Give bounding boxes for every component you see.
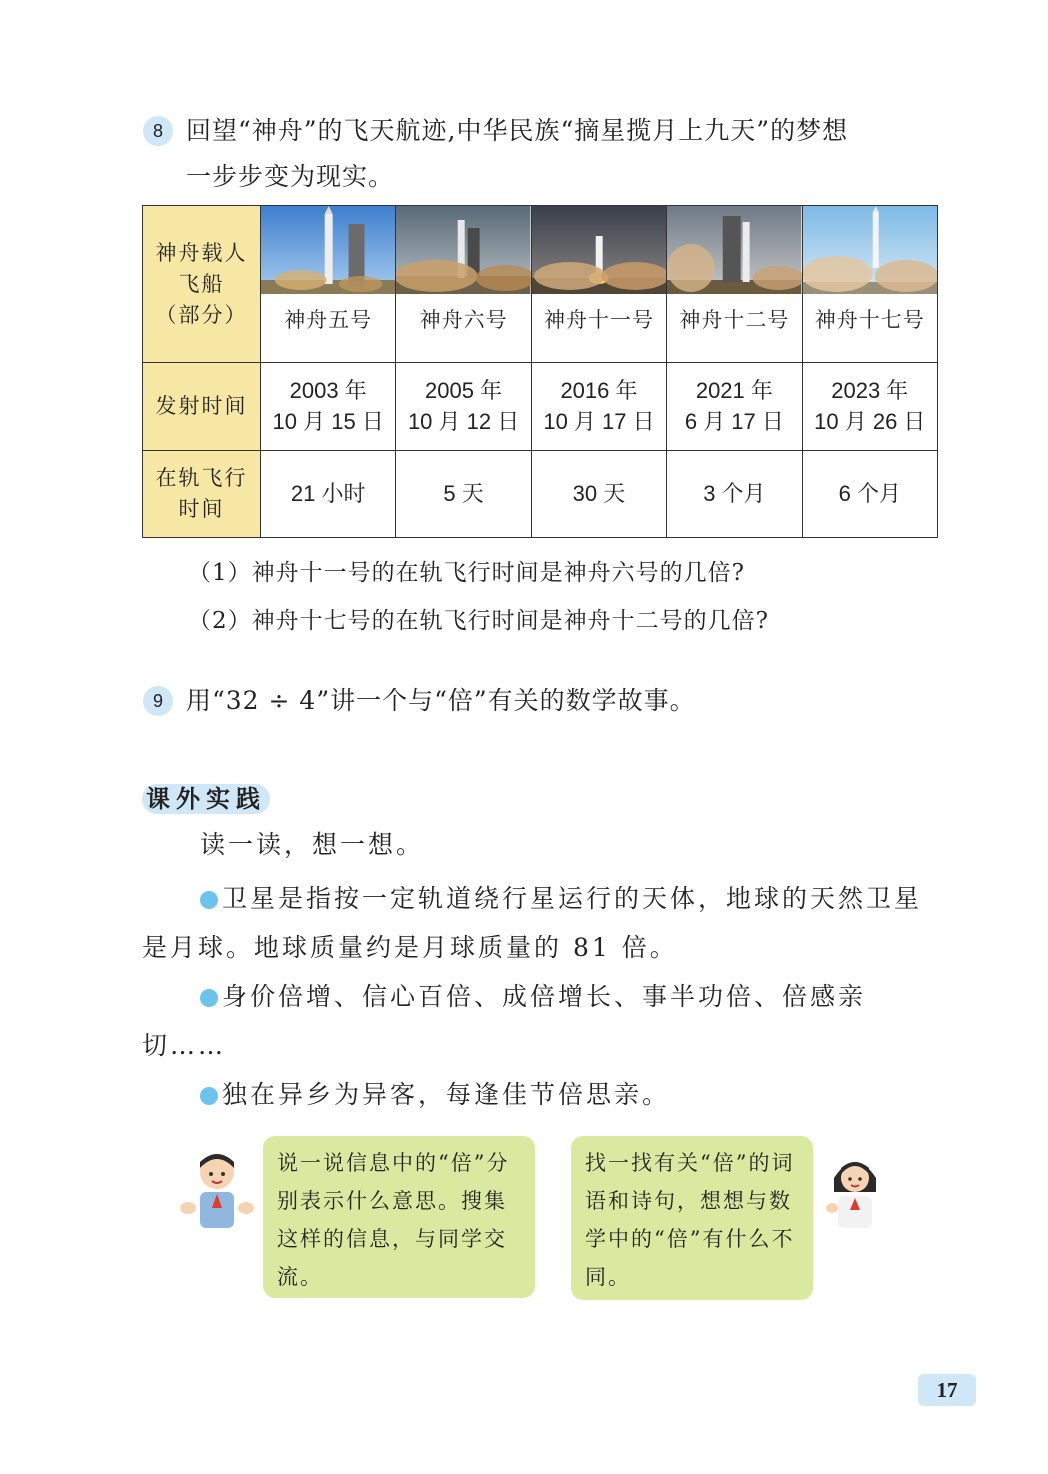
question-9-text: 用“32 ÷ 4”讲一个与“倍”有关的数学故事。 — [186, 686, 696, 715]
read-prompt: 读一读，想一想。 — [200, 830, 425, 859]
bullet-dot-icon — [200, 989, 218, 1007]
table-row-ships — [143, 206, 938, 363]
ship-name: 神舟十一号 — [543, 308, 654, 332]
speech-bubble-right: 找一找有关“倍”的词语和诗句，想想与数学中的“倍”有什么不同。 — [571, 1136, 813, 1300]
launch-date: 10 月 12 日 — [407, 409, 520, 435]
rocket-launch-photo — [803, 206, 937, 294]
table-row-launch — [143, 363, 938, 451]
duration-cell: 3 个月 — [667, 450, 802, 538]
question-8-text-line1: 回望“神舟”的飞天航迹,中华民族“摘星揽月上九天”的梦想 — [186, 116, 849, 145]
ship-name: 神舟十七号 — [814, 308, 925, 332]
ship-name: 神舟六号 — [419, 308, 508, 332]
fact-text: 独在异乡为异客，每逢佳节倍思亲。 — [222, 1080, 671, 1109]
launch-cell-2 — [531, 363, 666, 451]
ship-cell-0 — [261, 206, 396, 363]
section-title: 课外实践 — [142, 784, 270, 814]
bullet-dot-icon — [200, 891, 218, 909]
duration-cell: 30 天 — [531, 450, 666, 538]
header-launch: 发射时间 — [143, 363, 261, 451]
header-duration: 在轨飞行 时间 — [143, 450, 261, 538]
launch-year: 2023 年 — [831, 378, 909, 404]
fact-2 — [142, 972, 942, 1070]
rocket-launch-photo — [532, 206, 666, 294]
launch-date: 10 月 15 日 — [272, 409, 384, 435]
bullet-dot-icon — [200, 1087, 218, 1105]
duration-cell: 21 小时 — [261, 450, 396, 538]
girl-illustration — [826, 1152, 884, 1228]
ship-cell-1 — [396, 206, 531, 363]
launch-cell-0 — [261, 363, 396, 451]
launch-cell-3 — [667, 363, 802, 451]
question-8-text-line2: 一步步变为现实。 — [186, 162, 395, 191]
launch-date: 10 月 26 日 — [814, 409, 926, 435]
rocket-launch-photo — [261, 206, 395, 294]
rocket-launch-photo — [396, 206, 530, 294]
speech-bubble-left: 说一说信息中的“倍”分别表示什么意思。搜集这样的信息，与同学交流。 — [263, 1136, 535, 1298]
rocket-launch-photo — [667, 206, 801, 294]
ship-name: 神舟五号 — [284, 308, 373, 332]
launch-year: 2005 年 — [425, 378, 503, 404]
duration-cell: 6 个月 — [802, 450, 937, 538]
fact-3 — [142, 1070, 942, 1119]
ship-cell-4 — [802, 206, 937, 363]
duration-cell: 5 天 — [396, 450, 531, 538]
fact-text: 身价倍增、信心百倍、成倍增长、事半功倍、倍感亲切…… — [142, 982, 867, 1060]
question-8-sub-2: （2）神舟十七号的在轨飞行时间是神舟十二号的几倍? — [188, 608, 769, 634]
question-number-9: 9 — [143, 686, 173, 716]
launch-cell-1 — [396, 363, 531, 451]
launch-date: 10 月 17 日 — [543, 409, 655, 435]
boy-illustration — [176, 1148, 258, 1228]
question-8-sub-1: （1）神舟十一号的在轨飞行时间是神舟六号的几倍? — [188, 560, 745, 586]
launch-year: 2021 年 — [695, 378, 773, 404]
fact-1 — [142, 874, 942, 972]
ship-name: 神舟十二号 — [679, 308, 790, 332]
ship-cell-3 — [667, 206, 802, 363]
launch-cell-4 — [802, 363, 937, 451]
question-number-8: 8 — [143, 116, 173, 146]
ship-cell-2 — [531, 206, 666, 363]
fact-text: 卫星是指按一定轨道绕行星运行的天体，地球的天然卫星是月球。地球质量约是月球质量的 81 倍。 — [142, 884, 923, 962]
header-ships: 神舟载人 飞船 （部分） — [143, 206, 261, 363]
launch-date: 6 月 17 日 — [684, 409, 784, 435]
launch-year: 2003 年 — [289, 378, 367, 404]
launch-year: 2016 年 — [560, 378, 638, 404]
page-number: 17 — [918, 1374, 976, 1406]
shenzhou-table — [142, 205, 938, 538]
table-row-duration — [143, 450, 938, 538]
